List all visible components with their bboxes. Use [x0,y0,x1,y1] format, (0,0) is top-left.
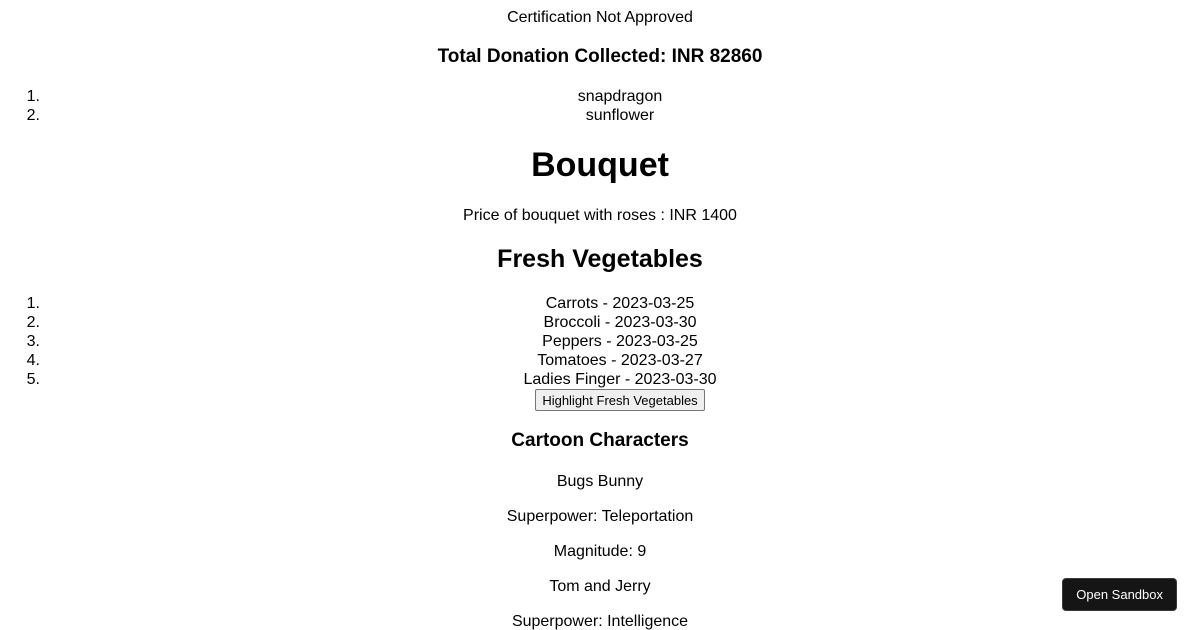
list-item [26,351,1200,370]
cartoon-superpower: Superpower: Intelligence [511,613,689,630]
list-item-label: Tomatoes - 2023-03-27 [537,352,703,369]
list-item-number: 1. [26,88,40,105]
cartoons-title: Cartoon Characters [511,430,689,451]
list-item-number: 2. [26,314,40,331]
vegetables-title: Fresh Vegetables [497,245,703,273]
highlight-button-wrapper [40,389,1200,411]
list-item-label: snapdragon [577,88,663,105]
list-item [26,294,1200,313]
cartoon-magnitude: Magnitude: 9 [553,543,647,560]
list-item-label: Peppers - 2023-03-25 [542,333,698,350]
flower-list [26,87,1200,125]
cartoon-name: Bugs Bunny [556,473,644,490]
list-item [26,313,1200,332]
vegetable-list [26,294,1200,389]
list-item-number: 5. [26,371,40,388]
list-item-number: 2. [26,107,40,124]
list-item-number: 3. [26,333,40,350]
list-item [26,87,1200,106]
list-item-label: sunflower [585,107,655,124]
list-item-label: Carrots - 2023-03-25 [545,295,695,312]
bouquet-price: Price of bouquet with roses : INR 1400 [463,207,737,224]
cartoon-superpower: Superpower: Teleportation [506,508,694,525]
bouquet-title: Bouquet [531,146,669,184]
list-item [26,106,1200,125]
list-item-number: 1. [26,295,40,312]
list-item-label: Broccoli - 2023-03-30 [543,314,697,331]
highlight-vegetables-button[interactable]: Highlight Fresh Vegetables [535,389,704,411]
open-sandbox-button[interactable]: Open Sandbox [1062,578,1177,611]
list-item-number: 4. [26,352,40,369]
cartoon-name: Tom and Jerry [549,578,651,595]
certification-status: Certification Not Approved [507,9,693,26]
list-item [26,332,1200,351]
list-item-label: Ladies Finger - 2023-03-30 [523,371,717,388]
donation-heading: Total Donation Collected: INR 82860 [437,46,763,67]
list-item [26,370,1200,389]
